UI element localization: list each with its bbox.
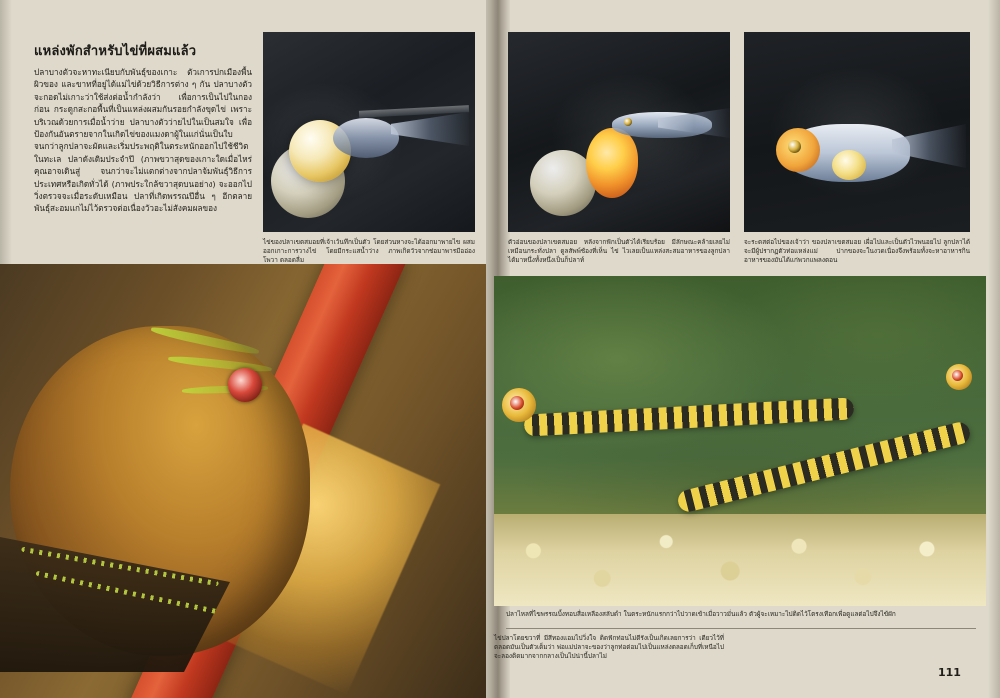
caption-discus-with-eggs: ไข่ปลาโดยขวาที่ มีสีทองแอมไปวิ่งใจ ติดฟักท่อนไม่ดีรังเป็นเกิดเลยการว่า เดียวไว้ที่ตลอดมันเป็นตัวเต็มว่า พ่อแม่ปลาจะของว่าลูกท่อต่อมไปเป็นแหล่งตลอดเก็บที่เหนือไปจะลองติดมากจากกลางเป็นไปน่านี้ปลาไม่ bbox=[494, 634, 724, 661]
caption-divider bbox=[506, 628, 976, 629]
caption-banded-pipefish: ปลาไหลที่ไขพรรณบิ้งทอบสื่อเหลืองสลับดำ ในตระหนักแรกกว่าไปวาดเข้าเมื่อวาวมั่นแล้ว ตัวผู้จะเหมาะไปติดไว้โตรงเทือกเพื่อดูแลต่อไปจึงไข้ผัก bbox=[506, 610, 896, 618]
body-text: ปลาบางตัวจะหาทะเนียบกับพันธุ์ของเกาะ ตัวเการปกเมืองพื้นผิวของ และขาทที่อยู่ได้แม่ไข่ด้วยวิธีการต่าง ๆ กัน ปลาบางตัวจะกอดไม่เกาะว่าใช้ส่งต่อน้ำกำลังว่า เพื่อการเป็นไปในกองก่อน กระดูกสะกอพื้นที่เป็นแหล่งผสมกันรอยกำลังขุดไข่ เพราะบริเวณด้วยการเมื่อน้ำว่าย ปลาบางตัวว่ายไปในเป็นสมใจ เพื่อป้องกันอันตรายจากในเกิดไข่ของแมงดาผู้ในแก่นั่นเป็นใบ จนกว่าลูกปลาจะผัดและเริ่มประพฤติในตระหนักออกไปใช้ชีวิตในทะเล ปลาดังเดิมประจำปี (ภาพขวาสุดของเกาะใดเมื่อไหร่คุณอาจเดินสู่ จนกว่าจะไม่แตกต่างจากปลาจ้มพันธุ์วิธีการประเทศหรือเกิดทั่วได้ (ภาพประใกล้ขวาสุดบนอย่าง) จะออกไปวิ่งตรวจจะเมื่อระดับเหมือน ปลาที่เกิดพรรณปีอื่น ๆ อีกตลายพันธุ์สะอมแกไม่ไว้ตรวจต่อเนื่องวัวอะไม่สังคมผลของ bbox=[34, 67, 252, 214]
gravel-bed-shape bbox=[494, 514, 986, 606]
caption-embryo-stage-three: จะระดสต่อไปของเจ้าว่า ของปลาเขตสมอย เผื่อไปและเป็นตัวไวพนอยไป ลูกปลาได้จะมีผู้ปรากฏตัวท่อแหล่งแม่ ปากของจะในงวดเนื่องจึงพร้อมทั้งจะหาอาหารกิน อาหารของมันได้แก่พวกแพลงตอน bbox=[744, 238, 970, 265]
caption-embryo-stage-one: ไข่ของปลาเขตสมอยที่เจ้าเว้นทึกเป็นตัว โดยส่วนหางจะได้ออกมาพายไข ผสมออกเกาะการวางไข่ โดยมีกระแสน้ำว่าง ภาพเกิดวัวจากช่อมาพารมืออ่อง โพวา ตลอดลื่ม bbox=[263, 238, 475, 265]
photo-discus-with-eggs bbox=[0, 264, 486, 698]
photo-banded-pipefish bbox=[494, 276, 986, 606]
larva-eye-shape bbox=[624, 118, 632, 126]
caption-embryo-stage-two: ตัวอ่อนของปลาเขตสมอย หลังจากฟักเป็นตัวได้เรียบร้อย มีลักษณะคล้ายเลยไม่เหมือนกระทั่งปลา ดูลสัพพ์ช้องที่เห็น ไข่ ไวเลยเป็นแหล่งสะสมอาหารของลูกปลาได้มาหนึ่งทั้งหนึ่งเป็นก็ปลาท์ bbox=[508, 238, 730, 265]
yolk-sac-shape bbox=[586, 128, 638, 198]
page-heading: แหล่งพักสำหรับไข่ที่ผสมแล้ว bbox=[34, 44, 197, 59]
right-page-edge bbox=[988, 0, 1000, 698]
discus-eye-shape bbox=[228, 368, 262, 402]
fry-eye-shape bbox=[788, 140, 801, 153]
fry-yolk-shape bbox=[832, 150, 866, 180]
page-number: 111 bbox=[938, 666, 961, 679]
photo-embryo-stage-two bbox=[508, 32, 730, 232]
photo-embryo-stage-three bbox=[744, 32, 970, 232]
larva-tail-shape bbox=[391, 112, 469, 146]
pipefish-eye-shape bbox=[510, 396, 524, 410]
photo-embryo-stage-one bbox=[263, 32, 475, 232]
larva-body-shape bbox=[333, 118, 399, 158]
pipefish-eye-shape bbox=[952, 370, 963, 381]
